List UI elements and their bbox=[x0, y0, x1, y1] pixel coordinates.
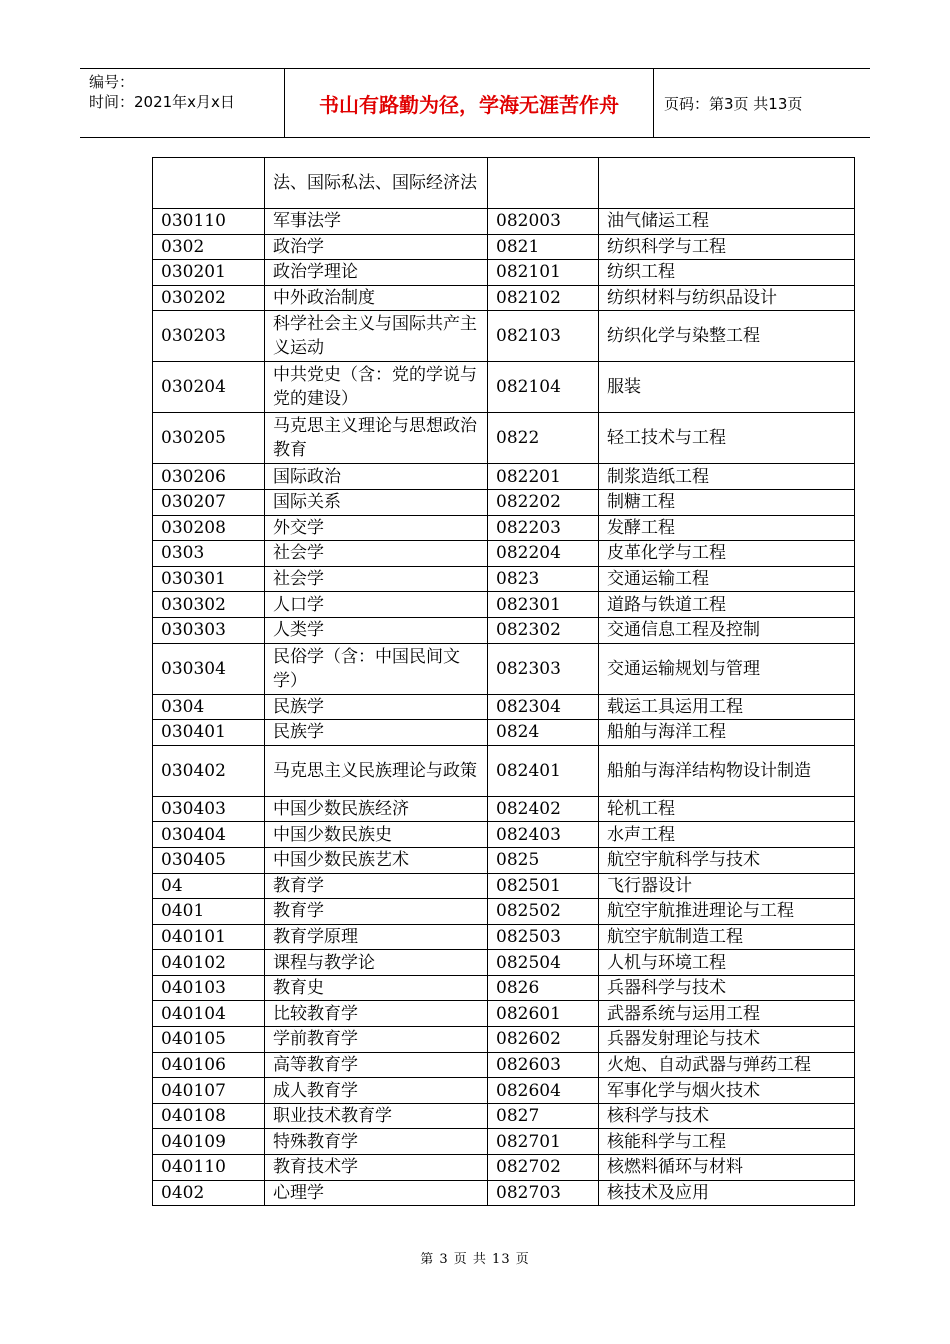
code-cell-2: 082402 bbox=[488, 796, 599, 822]
name-cell: 教育学原理 bbox=[265, 924, 488, 950]
name-cell: 比较教育学 bbox=[265, 1001, 488, 1027]
name-cell-2: 纺织材料与纺织品设计 bbox=[599, 285, 855, 311]
code-cell-2: 0823 bbox=[488, 566, 599, 592]
name-cell: 人口学 bbox=[265, 592, 488, 618]
code-cell: 040102 bbox=[153, 950, 265, 976]
name-cell: 国际政治 bbox=[265, 464, 488, 490]
code-cell-2: 082202 bbox=[488, 489, 599, 515]
name-cell: 高等教育学 bbox=[265, 1052, 488, 1078]
code-cell: 040105 bbox=[153, 1027, 265, 1053]
code-cell: 040110 bbox=[153, 1155, 265, 1181]
code-cell-2: 082103 bbox=[488, 311, 599, 362]
code-cell-2: 082003 bbox=[488, 209, 599, 235]
header-motto: 书山有路勤为径，学海无涯苦作舟 bbox=[284, 69, 654, 137]
code-cell: 030304 bbox=[153, 643, 265, 694]
name-cell-2: 道路与铁道工程 bbox=[599, 592, 855, 618]
table-row bbox=[153, 1103, 855, 1129]
name-cell-2: 核燃料循环与材料 bbox=[599, 1155, 855, 1181]
code-cell: 030401 bbox=[153, 720, 265, 746]
table-row bbox=[153, 694, 855, 720]
table-row bbox=[153, 1180, 855, 1206]
code-cell-2: 0826 bbox=[488, 975, 599, 1001]
name-cell: 法、国际私法、国际经济法 bbox=[265, 158, 488, 209]
name-cell: 民族学 bbox=[265, 720, 488, 746]
code-cell-2: 082104 bbox=[488, 362, 599, 413]
code-cell: 030205 bbox=[153, 413, 265, 464]
name-cell-2: 轻工技术与工程 bbox=[599, 413, 855, 464]
code-cell-2: 082102 bbox=[488, 285, 599, 311]
table-row bbox=[153, 796, 855, 822]
name-cell-2: 交通运输规划与管理 bbox=[599, 643, 855, 694]
code-cell-2: 082602 bbox=[488, 1027, 599, 1053]
code-cell-2: 082703 bbox=[488, 1180, 599, 1206]
table-row bbox=[153, 643, 855, 694]
name-cell: 教育学 bbox=[265, 899, 488, 925]
code-cell: 030203 bbox=[153, 311, 265, 362]
code-cell bbox=[153, 158, 265, 209]
code-cell: 0402 bbox=[153, 1180, 265, 1206]
name-cell: 成人教育学 bbox=[265, 1078, 488, 1104]
code-cell-2: 082502 bbox=[488, 899, 599, 925]
name-cell: 教育学 bbox=[265, 873, 488, 899]
name-cell: 外交学 bbox=[265, 515, 488, 541]
code-cell-2: 082603 bbox=[488, 1052, 599, 1078]
code-cell: 0303 bbox=[153, 541, 265, 567]
table-row bbox=[153, 873, 855, 899]
time-label: 时间：2021年x月x日 bbox=[89, 93, 235, 111]
code-cell-2: 082303 bbox=[488, 643, 599, 694]
table-row bbox=[153, 617, 855, 643]
table-row bbox=[153, 720, 855, 746]
table-row bbox=[153, 1155, 855, 1181]
code-cell: 030301 bbox=[153, 566, 265, 592]
name-cell-2: 交通运输工程 bbox=[599, 566, 855, 592]
table-row bbox=[153, 1052, 855, 1078]
name-cell-2: 航空宇航推进理论与工程 bbox=[599, 899, 855, 925]
code-cell: 030207 bbox=[153, 489, 265, 515]
name-cell-2: 轮机工程 bbox=[599, 796, 855, 822]
code-cell: 030403 bbox=[153, 796, 265, 822]
table-row bbox=[153, 745, 855, 796]
table-row bbox=[153, 260, 855, 286]
code-cell-2: 0822 bbox=[488, 413, 599, 464]
code-cell-2: 0824 bbox=[488, 720, 599, 746]
name-cell-2: 制糖工程 bbox=[599, 489, 855, 515]
code-cell: 0401 bbox=[153, 899, 265, 925]
code-cell: 040101 bbox=[153, 924, 265, 950]
code-cell: 030206 bbox=[153, 464, 265, 490]
table-row bbox=[153, 464, 855, 490]
name-cell-2: 制浆造纸工程 bbox=[599, 464, 855, 490]
name-cell-2: 皮革化学与工程 bbox=[599, 541, 855, 567]
name-cell-2: 武器系统与运用工程 bbox=[599, 1001, 855, 1027]
code-cell-2: 082701 bbox=[488, 1129, 599, 1155]
name-cell: 职业技术教育学 bbox=[265, 1103, 488, 1129]
name-cell: 政治学 bbox=[265, 234, 488, 260]
name-cell: 学前教育学 bbox=[265, 1027, 488, 1053]
name-cell-2: 水声工程 bbox=[599, 822, 855, 848]
name-cell-2: 船舶与海洋工程 bbox=[599, 720, 855, 746]
name-cell: 心理学 bbox=[265, 1180, 488, 1206]
table-row bbox=[153, 1027, 855, 1053]
page-footer: 第 3 页 共 13 页 bbox=[420, 1252, 530, 1267]
code-cell: 040108 bbox=[153, 1103, 265, 1129]
code-cell-2: 0827 bbox=[488, 1103, 599, 1129]
name-cell: 马克思主义民族理论与政策 bbox=[265, 745, 488, 796]
code-cell-2 bbox=[488, 158, 599, 209]
name-cell: 教育技术学 bbox=[265, 1155, 488, 1181]
name-cell: 民族学 bbox=[265, 694, 488, 720]
name-cell-2: 油气储运工程 bbox=[599, 209, 855, 235]
name-cell: 社会学 bbox=[265, 566, 488, 592]
table-row bbox=[153, 975, 855, 1001]
table-row bbox=[153, 1129, 855, 1155]
code-cell: 0302 bbox=[153, 234, 265, 260]
number-label: 编号： bbox=[89, 73, 135, 91]
name-cell: 特殊教育学 bbox=[265, 1129, 488, 1155]
code-cell: 030110 bbox=[153, 209, 265, 235]
name-cell: 课程与教学论 bbox=[265, 950, 488, 976]
code-cell: 0304 bbox=[153, 694, 265, 720]
name-cell-2: 服装 bbox=[599, 362, 855, 413]
name-cell: 科学社会主义与国际共产主义运动 bbox=[265, 311, 488, 362]
code-cell: 030201 bbox=[153, 260, 265, 286]
table-row bbox=[153, 899, 855, 925]
code-cell-2: 082504 bbox=[488, 950, 599, 976]
name-cell-2: 交通信息工程及控制 bbox=[599, 617, 855, 643]
name-cell: 马克思主义理论与思想政治教育 bbox=[265, 413, 488, 464]
table-row bbox=[153, 541, 855, 567]
code-cell: 040106 bbox=[153, 1052, 265, 1078]
name-cell: 军事法学 bbox=[265, 209, 488, 235]
code-cell: 040109 bbox=[153, 1129, 265, 1155]
table-row bbox=[153, 592, 855, 618]
name-cell: 社会学 bbox=[265, 541, 488, 567]
table-row bbox=[153, 413, 855, 464]
code-cell: 030302 bbox=[153, 592, 265, 618]
table-row bbox=[153, 847, 855, 873]
code-cell: 030402 bbox=[153, 745, 265, 796]
name-cell: 中国少数民族史 bbox=[265, 822, 488, 848]
header-page-label: 页码：第3页 共13页 bbox=[664, 94, 803, 113]
discipline-code-table bbox=[152, 157, 855, 1206]
table-row bbox=[153, 924, 855, 950]
code-cell-2: 082702 bbox=[488, 1155, 599, 1181]
code-cell-2: 082501 bbox=[488, 873, 599, 899]
name-cell: 中国少数民族艺术 bbox=[265, 847, 488, 873]
code-cell: 030405 bbox=[153, 847, 265, 873]
name-cell: 国际关系 bbox=[265, 489, 488, 515]
table-row bbox=[153, 285, 855, 311]
name-cell-2: 航空宇航制造工程 bbox=[599, 924, 855, 950]
name-cell: 政治学理论 bbox=[265, 260, 488, 286]
table-row bbox=[153, 158, 855, 209]
name-cell-2: 船舶与海洋结构物设计制造 bbox=[599, 745, 855, 796]
table-row bbox=[153, 566, 855, 592]
name-cell-2: 纺织工程 bbox=[599, 260, 855, 286]
code-cell: 040107 bbox=[153, 1078, 265, 1104]
name-cell-2: 纺织化学与染整工程 bbox=[599, 311, 855, 362]
name-cell: 中国少数民族经济 bbox=[265, 796, 488, 822]
name-cell-2 bbox=[599, 158, 855, 209]
name-cell: 中外政治制度 bbox=[265, 285, 488, 311]
code-cell-2: 082201 bbox=[488, 464, 599, 490]
code-cell-2: 0825 bbox=[488, 847, 599, 873]
table-row bbox=[153, 209, 855, 235]
code-cell-2: 082101 bbox=[488, 260, 599, 286]
table-row bbox=[153, 1001, 855, 1027]
code-cell: 040104 bbox=[153, 1001, 265, 1027]
name-cell: 人类学 bbox=[265, 617, 488, 643]
code-cell-2: 082601 bbox=[488, 1001, 599, 1027]
code-cell-2: 082604 bbox=[488, 1078, 599, 1104]
page-header bbox=[80, 68, 870, 138]
table-body bbox=[153, 158, 855, 1206]
name-cell-2: 人机与环境工程 bbox=[599, 950, 855, 976]
table-row bbox=[153, 515, 855, 541]
code-cell-2: 082301 bbox=[488, 592, 599, 618]
name-cell-2: 发酵工程 bbox=[599, 515, 855, 541]
code-cell-2: 082204 bbox=[488, 541, 599, 567]
table-row bbox=[153, 950, 855, 976]
name-cell: 教育史 bbox=[265, 975, 488, 1001]
header-meta bbox=[80, 69, 284, 137]
table-row bbox=[153, 311, 855, 362]
table-row bbox=[153, 822, 855, 848]
name-cell-2: 火炮、自动武器与弹药工程 bbox=[599, 1052, 855, 1078]
code-cell: 030208 bbox=[153, 515, 265, 541]
code-cell-2: 0821 bbox=[488, 234, 599, 260]
name-cell-2: 核技术及应用 bbox=[599, 1180, 855, 1206]
table-row bbox=[153, 362, 855, 413]
code-cell: 040103 bbox=[153, 975, 265, 1001]
name-cell-2: 纺织科学与工程 bbox=[599, 234, 855, 260]
name-cell-2: 飞行器设计 bbox=[599, 873, 855, 899]
name-cell: 民俗学（含：中国民间文学） bbox=[265, 643, 488, 694]
name-cell-2: 航空宇航科学与技术 bbox=[599, 847, 855, 873]
name-cell-2: 兵器科学与技术 bbox=[599, 975, 855, 1001]
name-cell-2: 军事化学与烟火技术 bbox=[599, 1078, 855, 1104]
name-cell-2: 核科学与技术 bbox=[599, 1103, 855, 1129]
code-cell-2: 082203 bbox=[488, 515, 599, 541]
code-cell-2: 082503 bbox=[488, 924, 599, 950]
code-cell-2: 082403 bbox=[488, 822, 599, 848]
name-cell-2: 载运工具运用工程 bbox=[599, 694, 855, 720]
code-cell: 030202 bbox=[153, 285, 265, 311]
name-cell: 中共党史（含：党的学说与党的建设） bbox=[265, 362, 488, 413]
code-cell: 030404 bbox=[153, 822, 265, 848]
code-cell: 030303 bbox=[153, 617, 265, 643]
code-cell: 030204 bbox=[153, 362, 265, 413]
code-cell-2: 082302 bbox=[488, 617, 599, 643]
table-row bbox=[153, 234, 855, 260]
table-row bbox=[153, 489, 855, 515]
code-cell-2: 082304 bbox=[488, 694, 599, 720]
name-cell-2: 兵器发射理论与技术 bbox=[599, 1027, 855, 1053]
code-cell: 04 bbox=[153, 873, 265, 899]
name-cell-2: 核能科学与工程 bbox=[599, 1129, 855, 1155]
code-cell-2: 082401 bbox=[488, 745, 599, 796]
table-row bbox=[153, 1078, 855, 1104]
